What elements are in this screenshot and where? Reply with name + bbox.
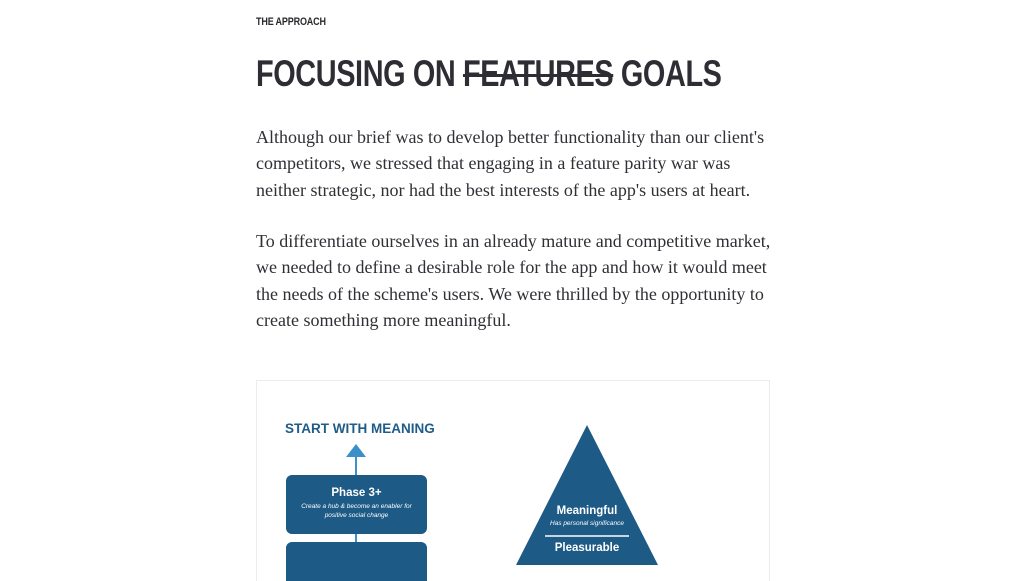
phase-box-next	[286, 542, 427, 581]
page-title	[256, 52, 722, 96]
phase-3-box	[286, 475, 427, 534]
diagram-title: START WITH MEANING	[285, 421, 435, 436]
headline-suffix: GOALS	[620, 53, 722, 94]
body-paragraph-1: Although our brief was to develop better functionality than our client's competitors, we stressed that engaging in a feature parity war was neither strategic, nor had the best interests of the app's users at heart.	[256, 127, 765, 200]
pyramid-level-pleasurable: Pleasurable	[554, 542, 620, 554]
section-eyebrow: THE APPROACH	[256, 16, 326, 28]
headline-struck-word: FEATURES	[462, 53, 614, 94]
headline-prefix: FOCUSING ON	[256, 53, 456, 94]
phase-title: Phase 3+	[331, 487, 382, 499]
pyramid-level-meaningful: Meaningful	[556, 505, 618, 517]
meaning-diagram	[256, 380, 770, 581]
pyramid-level-meaningful-sub: Has personal significance	[549, 520, 625, 527]
up-arrow-icon	[346, 444, 366, 457]
body-paragraph-2: To differentiate ourselves in an already mature and competitive market, we needed to define a desirable role for the app and how it would meet the needs of the scheme's users. We were thrilled by the opportunity to create something more meaningful.	[256, 231, 771, 330]
phase-subtitle: Create a hub & become an enabler for positive social change	[301, 503, 412, 519]
